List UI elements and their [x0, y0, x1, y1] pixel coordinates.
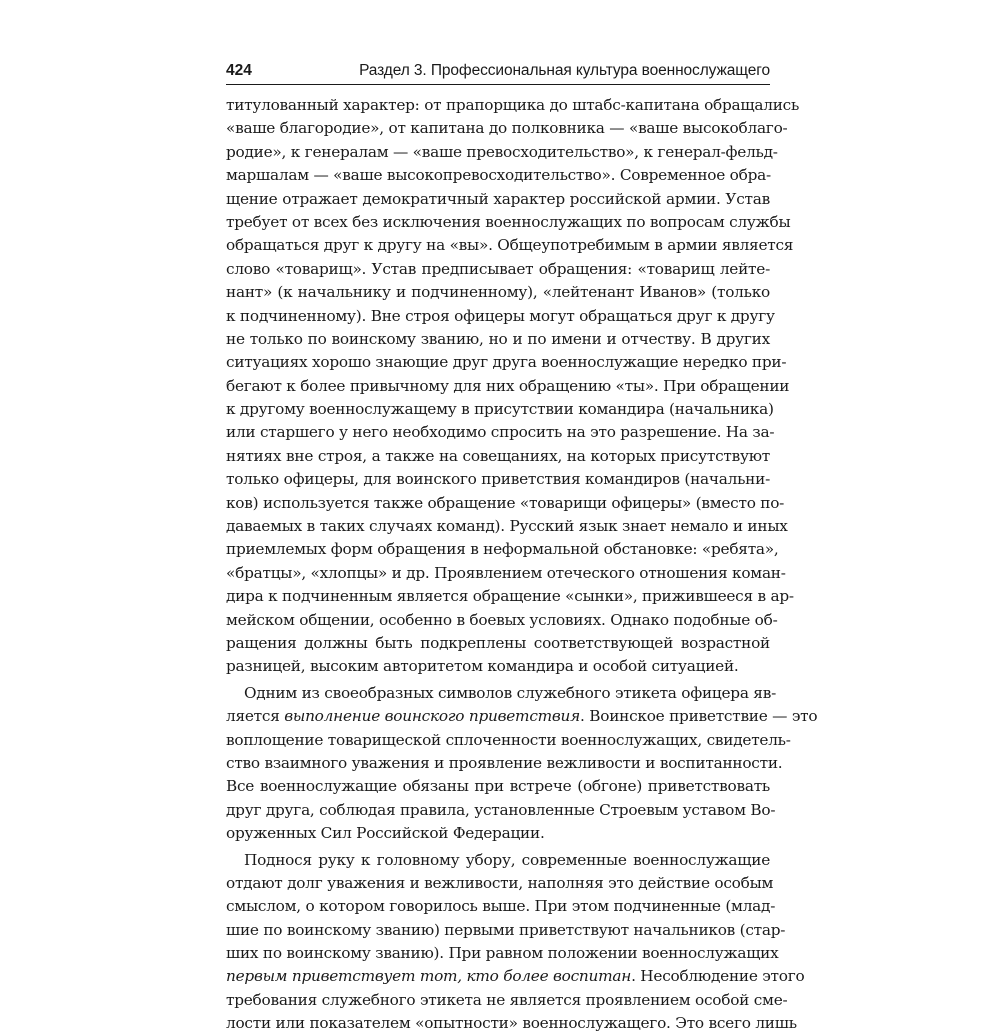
text-line: требует от всех без исключения военнослужащих по вопросам службы: [226, 212, 791, 231]
running-header: [226, 62, 770, 85]
text-line: к подчиненному). Вне строя офицеры могут обращаться друг к другу: [226, 306, 775, 325]
text-line: шие по воинскому званию) первыми приветствуют начальников (стар-: [226, 920, 786, 939]
text-line: обращаться друг к другу на «вы». Общеупотребимым в армии является: [226, 236, 794, 255]
paragraph: [226, 682, 818, 846]
text-line: родие», к генералам — «ваше превосходительство», к генерал-фельд-: [226, 142, 778, 161]
text-line: первым приветствует тот, кто более воспитан. Несоблюдение этого: [226, 967, 805, 986]
text-line: отдают долг уважения и вежливости, наполняя это действие особым: [226, 873, 774, 892]
text-line: или старшего у него необходимо спросить на это разрешение. На за-: [226, 423, 775, 442]
text-line: только офицеры, для воинского приветствия командиров (начальни-: [226, 470, 770, 489]
page-number: 424: [226, 62, 252, 79]
text-line: маршалам — «ваше высокопревосходительство». Современное обра-: [226, 166, 771, 185]
text-line: воплощение товарищеской сплоченности военнослужащих, свидетель-: [226, 730, 791, 749]
text-line: ков) используется также обращение «товарищи офицеры» (вместо по-: [226, 493, 785, 512]
text-line: Поднося руку к головному убору, современные военнослужащие: [244, 850, 770, 869]
text-line: приемлемых форм обращения в неформальной обстановке: «ребята»,: [226, 540, 779, 559]
text-line: ших по воинскому званию). При равном положении военнослужащих: [226, 944, 779, 963]
emphasized-text: первым приветствует тот, кто более воспитан: [226, 967, 632, 986]
book-page: [226, 62, 818, 1036]
text-line: даваемых в таких случаях команд). Русский язык знает немало и иных: [226, 517, 788, 536]
text-line: Одним из своеобразных символов служебного этикета офицера яв-: [244, 683, 776, 702]
section-title: Раздел 3. Профессиональная культура военнослужащего: [359, 62, 770, 79]
text-line: нант» (к начальнику и подчиненному), «лейтенант Иванов» (только: [226, 283, 770, 302]
text-line: мейском общении, особенно в боевых условиях. Однако подобные об-: [226, 610, 778, 629]
text-line: к другому военнослужащему в присутствии командира (начальника): [226, 400, 774, 419]
text-line: титулованный характер: от прапорщика до штабс-капитана обращались: [226, 96, 800, 114]
text-line: щение отражает демократичный характер российской армии. Устав: [226, 189, 770, 208]
text-line: бегают к более привычному для них обращению «ты». При обращении: [226, 376, 790, 395]
text-line: оруженных Сил Российской Федерации.: [226, 824, 545, 843]
text-line: требования служебного этикета не является проявлением особой сме-: [226, 990, 788, 1009]
paragraph: [226, 94, 800, 679]
body-text: [226, 94, 818, 1036]
text-line: Все военнослужащие обязаны при встрече (обгоне) приветствовать: [226, 777, 770, 796]
text-line: смыслом, о котором говорилось выше. При этом подчиненные (млад-: [226, 897, 776, 916]
text-line: нятиях вне строя, а также на совещаниях, на которых присутствуют: [226, 446, 770, 465]
text-line: друг друга, соблюдая правила, установленные Строевым уставом Во-: [226, 800, 776, 819]
paragraph: [226, 849, 805, 1036]
text-line: ство взаимного уважения и проявление вежливости и воспитанности.: [226, 753, 783, 772]
text-line: не только по воинскому званию, но и по имени и отчеству. В других: [226, 329, 770, 348]
text-line: слово «товарищ». Устав предписывает обращения: «товарищ лейте-: [226, 259, 770, 278]
text-line: «братцы», «хлопцы» и др. Проявлением отеческого отношения коман-: [226, 563, 786, 582]
text-line: лости или показателем «опытности» военнослужащего. Это всего лишь: [226, 1014, 797, 1033]
text-line: ляется выполнение воинского приветствия. Воинское приветствие — это: [226, 707, 818, 726]
text-line: «ваше благородие», от капитана до полковника — «ваше высокоблаго-: [226, 119, 788, 138]
text-line: ращения должны быть подкреплены соответствующей возрастной: [226, 633, 770, 652]
text-line: разницей, высоким авторитетом командира и особой ситуацией.: [226, 657, 739, 676]
text-line: дира к подчиненным является обращение «сынки», прижившееся в ар-: [226, 587, 794, 606]
emphasized-text: выполнение воинского приветствия: [284, 707, 581, 726]
text-line: ситуациях хорошо знающие друг друга военнослужащие нередко при-: [226, 353, 787, 372]
